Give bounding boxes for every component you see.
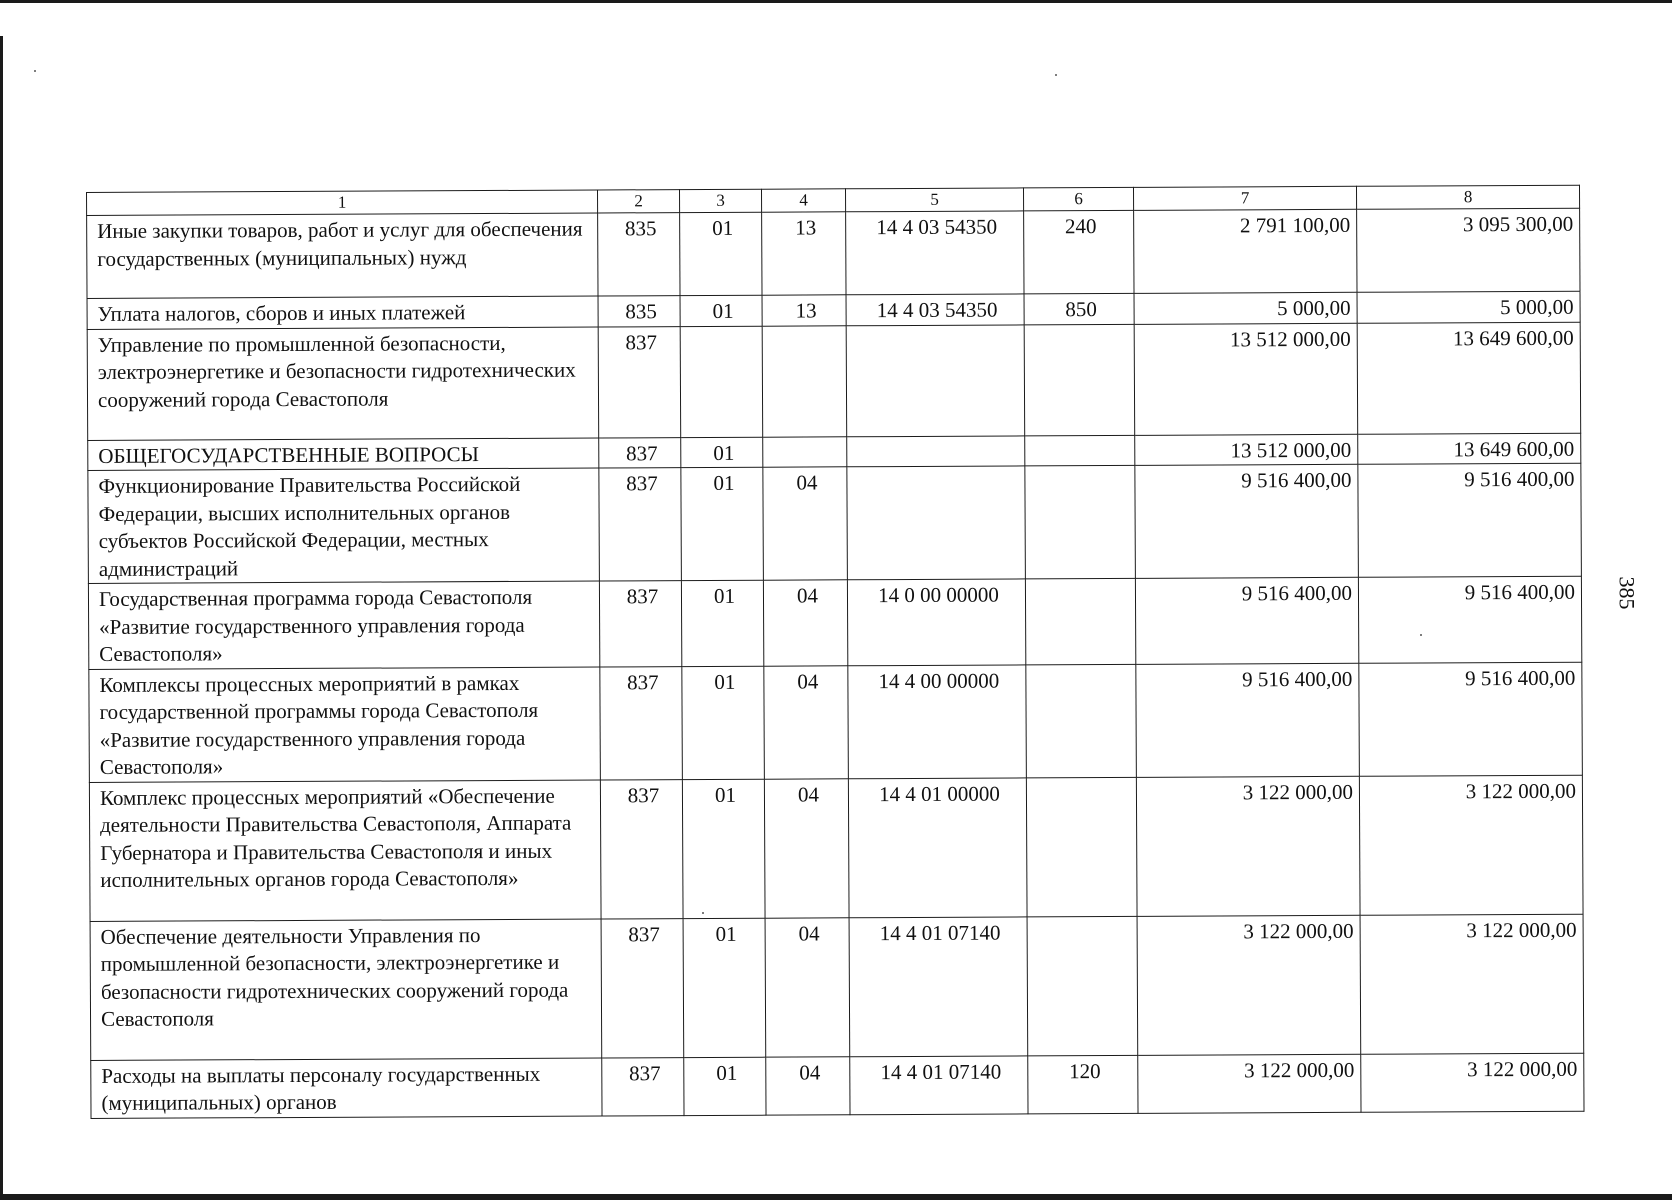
table-row [91, 1053, 1584, 1118]
amount-year-1: 9 516 400,00 [1136, 663, 1360, 777]
department-code: 837 [601, 918, 684, 1057]
section-code: 01 [684, 1057, 766, 1115]
scan-speck [34, 70, 36, 72]
budget-table [86, 185, 1585, 1119]
expense-type-code [1026, 777, 1137, 917]
section-code [680, 326, 763, 437]
expense-type-code [1026, 664, 1137, 778]
section-code: 01 [681, 467, 764, 580]
table-row [88, 463, 1582, 583]
table-row [87, 208, 1580, 298]
target-article-code [846, 324, 1025, 436]
department-code: 837 [600, 666, 683, 779]
amount-year-1: 13 512 000,00 [1135, 434, 1358, 466]
subsection-code: 13 [762, 212, 846, 295]
amount-year-1: 9 516 400,00 [1135, 577, 1358, 664]
amount-year-1: 3 122 000,00 [1137, 915, 1361, 1055]
amount-year-1: 2 791 100,00 [1134, 209, 1357, 293]
expense-type-code: 240 [1024, 210, 1134, 294]
department-code: 837 [598, 326, 681, 437]
section-code: 01 [683, 918, 766, 1057]
amount-year-2: 9 516 400,00 [1359, 662, 1583, 776]
department-code: 837 [600, 779, 683, 918]
row-name: Управление по промышленной безопасности, электроэнергетике и безопасности гидротехнических сооружений города Севастополя [87, 326, 599, 439]
page-number: 385 [1614, 576, 1640, 610]
section-code: 01 [681, 580, 763, 666]
subsection-code [763, 436, 847, 467]
subsection-code [762, 325, 847, 436]
row-name: ОБЩЕГОСУДАРСТВЕННЫЕ ВОПРОСЫ [88, 437, 599, 470]
amount-year-1: 9 516 400,00 [1135, 464, 1359, 578]
budget-table-sheet [86, 185, 1584, 1119]
scan-edge-left [0, 36, 3, 1200]
subsection-code: 04 [764, 778, 849, 917]
column-number-7: 7 [1133, 186, 1356, 210]
column-number-6: 6 [1023, 187, 1133, 211]
expense-type-code [1027, 916, 1138, 1056]
target-article-code: 14 4 00 00000 [848, 664, 1027, 778]
section-code: 01 [680, 212, 762, 295]
row-name: Функционирование Правительства Российской Федерации, высших исполнительных органов субъектов Российской Федерации, местных администраций [88, 468, 600, 583]
amount-year-2: 3 095 300,00 [1357, 208, 1580, 292]
amount-year-2: 9 516 400,00 [1358, 463, 1582, 577]
scan-edge-bottom [0, 1194, 1672, 1200]
section-code: 01 [681, 437, 763, 468]
amount-year-2: 5 000,00 [1357, 291, 1580, 323]
target-article-code [847, 466, 1026, 580]
column-number-8: 8 [1356, 185, 1579, 209]
column-number-3: 3 [679, 189, 761, 212]
amount-year-2: 13 649 600,00 [1357, 322, 1581, 434]
target-article-code: 14 0 00 00000 [847, 579, 1025, 665]
amount-year-2: 9 516 400,00 [1358, 576, 1581, 663]
section-code: 01 [682, 779, 765, 918]
expense-type-code [1025, 578, 1135, 664]
table-row [87, 322, 1581, 440]
row-name: Обеспечение деятельности Управления по промышленной безопасности, электроэнергетике и безопасности гидротехнических сооружений города Севастополя [90, 918, 602, 1059]
expense-type-code: 850 [1024, 293, 1134, 324]
row-name: Иные закупки товаров, работ и услуг для обеспечения государственных (муниципальных) нужд [87, 213, 598, 298]
department-code: 837 [602, 1057, 684, 1115]
target-article-code: 14 4 03 54350 [846, 211, 1024, 295]
amount-year-1: 3 122 000,00 [1136, 776, 1360, 916]
amount-year-1: 13 512 000,00 [1134, 323, 1358, 435]
scan-edge-top [0, 0, 1672, 3]
amount-year-1: 5 000,00 [1134, 292, 1357, 324]
row-name: Уплата налогов, сборов и иных платежей [87, 296, 598, 329]
section-code: 01 [682, 666, 765, 779]
scan-speck [1055, 74, 1057, 76]
table-row [88, 576, 1581, 669]
table-row [89, 775, 1583, 921]
subsection-code: 04 [765, 917, 850, 1056]
row-name: Комплексы процессных мероприятий в рамках государственной программы города Севастополя «Развитие государственного управления города Севастополя» [89, 666, 601, 781]
expense-type-code [1025, 435, 1135, 466]
target-article-code: 14 4 01 07140 [849, 916, 1028, 1056]
table-row [90, 914, 1584, 1060]
expense-type-code [1024, 324, 1135, 436]
department-code: 835 [598, 296, 680, 327]
row-name: Государственная программа города Севастополя «Развитие государственного управления города Севастополя» [88, 581, 599, 669]
column-number-1: 1 [87, 190, 598, 215]
amount-year-2: 3 122 000,00 [1361, 1053, 1584, 1112]
target-article-code: 14 4 01 07140 [850, 1055, 1028, 1114]
table-row [89, 662, 1583, 782]
row-name: Комплекс процессных мероприятий «Обеспечение деятельности Правительства Севастополя, Аппарата Губернатора и Правительства Севастополя и иных исполнительных органов города Севастополя» [89, 779, 601, 920]
subsection-code: 04 [763, 467, 848, 580]
subsection-code: 04 [764, 665, 849, 778]
subsection-code: 04 [763, 580, 847, 666]
target-article-code: 14 4 03 54350 [846, 294, 1024, 325]
department-code: 837 [599, 581, 681, 667]
row-name: Расходы на выплаты персоналу государственных (муниципальных) органов [91, 1057, 602, 1117]
subsection-code: 04 [766, 1056, 850, 1114]
department-code: 837 [599, 468, 682, 581]
amount-year-2: 3 122 000,00 [1360, 914, 1584, 1054]
subsection-code: 13 [762, 295, 846, 326]
target-article-code [847, 435, 1025, 466]
department-code: 835 [598, 213, 680, 296]
department-code: 837 [599, 437, 681, 468]
target-article-code: 14 4 01 00000 [848, 777, 1027, 917]
amount-year-2: 3 122 000,00 [1359, 775, 1583, 915]
amount-year-2: 13 649 600,00 [1358, 433, 1581, 465]
section-code: 01 [680, 295, 762, 326]
expense-type-code: 120 [1028, 1055, 1138, 1114]
expense-type-code [1025, 465, 1136, 579]
column-number-5: 5 [845, 188, 1023, 212]
column-number-2: 2 [597, 190, 679, 213]
amount-year-1: 3 122 000,00 [1138, 1054, 1361, 1113]
column-number-4: 4 [761, 189, 845, 212]
